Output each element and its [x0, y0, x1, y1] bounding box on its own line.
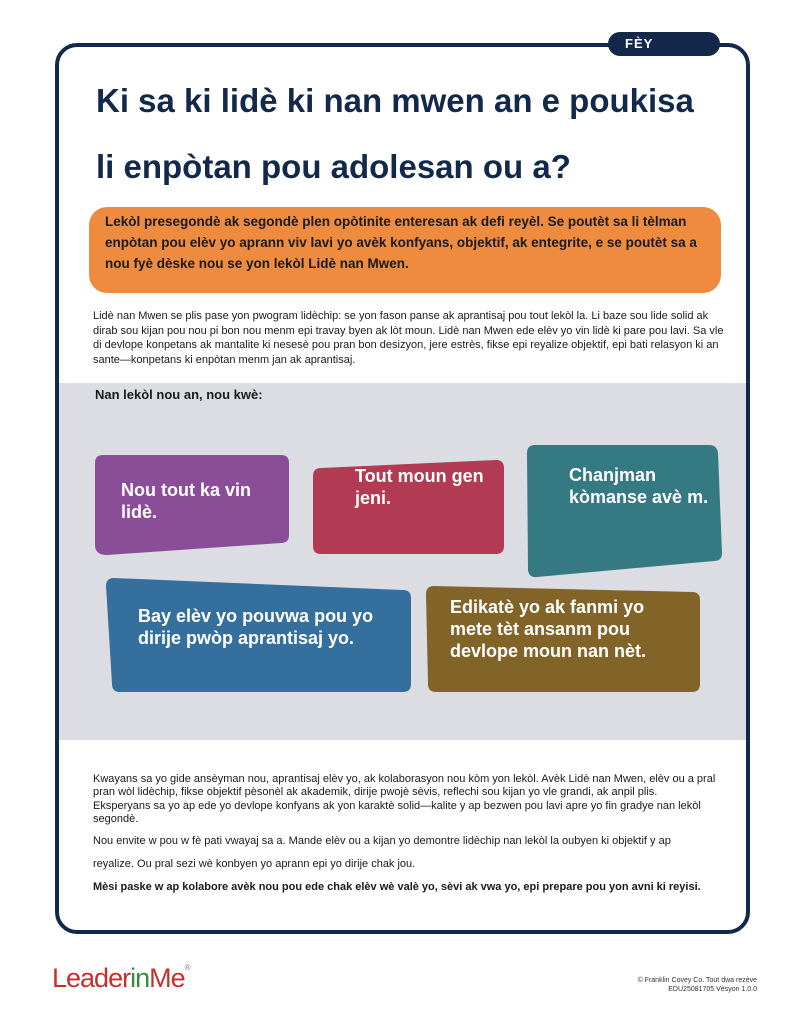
- belief-card-4: [106, 578, 411, 693]
- page-title-line-1: Ki sa ki lidè ki nan mwen an e poukisa: [96, 82, 694, 119]
- body-paragraph-1: Kwayans sa yo gide ansèyman nou, aprantisaj elèv yo, ak kolaborasyon nou kòm yon lekòl. Avèk Lidè nan Mwen, elèv ou a pral pran wòl lidèchip, fikse objektif pèsonèl ak akademik, dirije pwojè sèvis, reflechi sou kijan yo vle grandi, ak anpil plis. Eksperyans sa yo ap ede yo devlope konfyans ak yon karaktè solid—kalite y ap bezwen pou lavi apre yo fin gradye nan lekòl segondè.: [93, 773, 716, 826]
- belief-card-5-text: Edikatè yo ak fanmi yo mete tèt ansanm pou devlope moun nan nèt.: [450, 597, 647, 661]
- version-text: EDU25081705 Vèsyon 1.0.0: [668, 986, 757, 993]
- belief-card-2-text: Tout moun gen jeni.: [355, 466, 484, 508]
- beliefs-heading: Nan lekòl nou an, nou kwè:: [95, 387, 263, 402]
- copyright-notice: [638, 976, 757, 994]
- logo-word-leader: Leader: [52, 963, 131, 993]
- body-paragraph-3: reyalize. Ou pral sezi wè konbyen yo aprann epi yo dirije chak jou.: [93, 858, 416, 870]
- intro-callout: Lekòl presegondè ak segondè plen opòtinite enteresan ak defi reyèl. Se poutèt sa li tèlman enpòtan pou elèv yo aprann viv lavi yo avèk konfyans, objektif, ak entegrite, e se poutèt sa a nou fyè dèske nou se yon lekòl Lidè nan Mwen.: [89, 207, 721, 293]
- belief-card-5: [426, 586, 701, 693]
- body-paragraph-2: Nou envite w pou w fè pati vwayaj sa a. Mande elèv ou a kijan yo demontre lidèchip nan lekòl la oubyen ki objektif y ap: [93, 835, 671, 847]
- leader-in-me-logo: [52, 963, 190, 994]
- logo-word-me: Me: [149, 963, 185, 993]
- belief-card-1-text: Nou tout ka vin lidè.: [121, 480, 251, 522]
- intro-paragraph: Lidè nan Mwen se plis pase yon pwogram lidèchip: se yon fason panse ak aprantisaj pou tout lekòl la. Li baze sou lide solid ak dirab sou kijan pou nou pi bon nou menm epi travay byen ak lòt moun. Lidè nan Mwen ede elèv yo vin lidè ki pare pou lavi. Sa vle di devlope konpetans ak mantalite ki nesesè pou pran bon desizyon, jere estrès, fikse epi reyalize objektif, epi bati relasyon ki an sante—konpetans ki enpòtan menm jan ak aprantisaj.: [93, 310, 724, 366]
- belief-card-4-text: Bay elèv yo pouvwa pou yo dirije pwòp aprantisaj yo.: [138, 606, 374, 648]
- page-title-line-2: li enpòtan pou adolesan ou a?: [96, 148, 571, 185]
- belief-card-3: [527, 445, 723, 578]
- registered-mark: ®: [184, 963, 190, 972]
- logo-word-in: in: [130, 963, 150, 993]
- belief-card-2: [313, 460, 505, 555]
- copyright-text: © Franklin Covey Co. Tout dwa rezève: [637, 977, 757, 984]
- language-tag: FÈY: [608, 32, 720, 56]
- belief-card-3-text: Chanjman kòmanse avè m.: [569, 465, 709, 507]
- closing-paragraph: Mèsi paske w ap kolabore avèk nou pou ede chak elèv wè valè yo, sèvi ak vwa yo, epi prepare pou yon avni ki reyisi.: [93, 881, 701, 893]
- belief-card-1: [95, 455, 290, 555]
